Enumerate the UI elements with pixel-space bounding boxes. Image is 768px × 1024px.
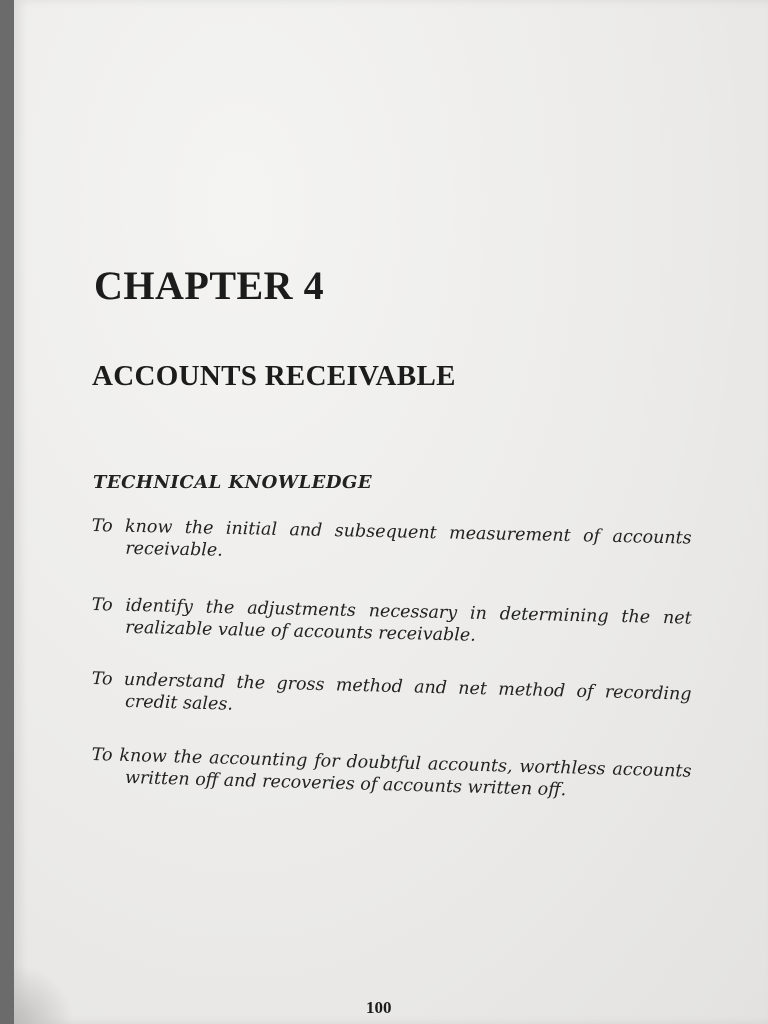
page-number: 100 xyxy=(366,998,392,1017)
section-title: ACCOUNTS RECEIVABLE xyxy=(92,360,456,392)
page-shadow-corner xyxy=(14,964,74,1024)
objective-item: To know the initial and subsequent measurement of accounts receivable. xyxy=(91,515,692,561)
objective-item: To identify the adjustments necessary in determining the net realizable value of accounts receivable. xyxy=(91,594,692,646)
objectives-list xyxy=(91,515,692,801)
chapter-title: CHAPTER 4 xyxy=(94,263,325,308)
objective-item: To understand the gross method and net method of recording credit sales. xyxy=(91,668,692,715)
objective-item: To know the accounting for doubtful accounts, worthless accounts written off and recoveries of accounts written off. xyxy=(91,744,692,801)
book-page xyxy=(14,0,768,1024)
technical-knowledge-heading: TECHNICAL KNOWLEDGE xyxy=(93,472,373,493)
